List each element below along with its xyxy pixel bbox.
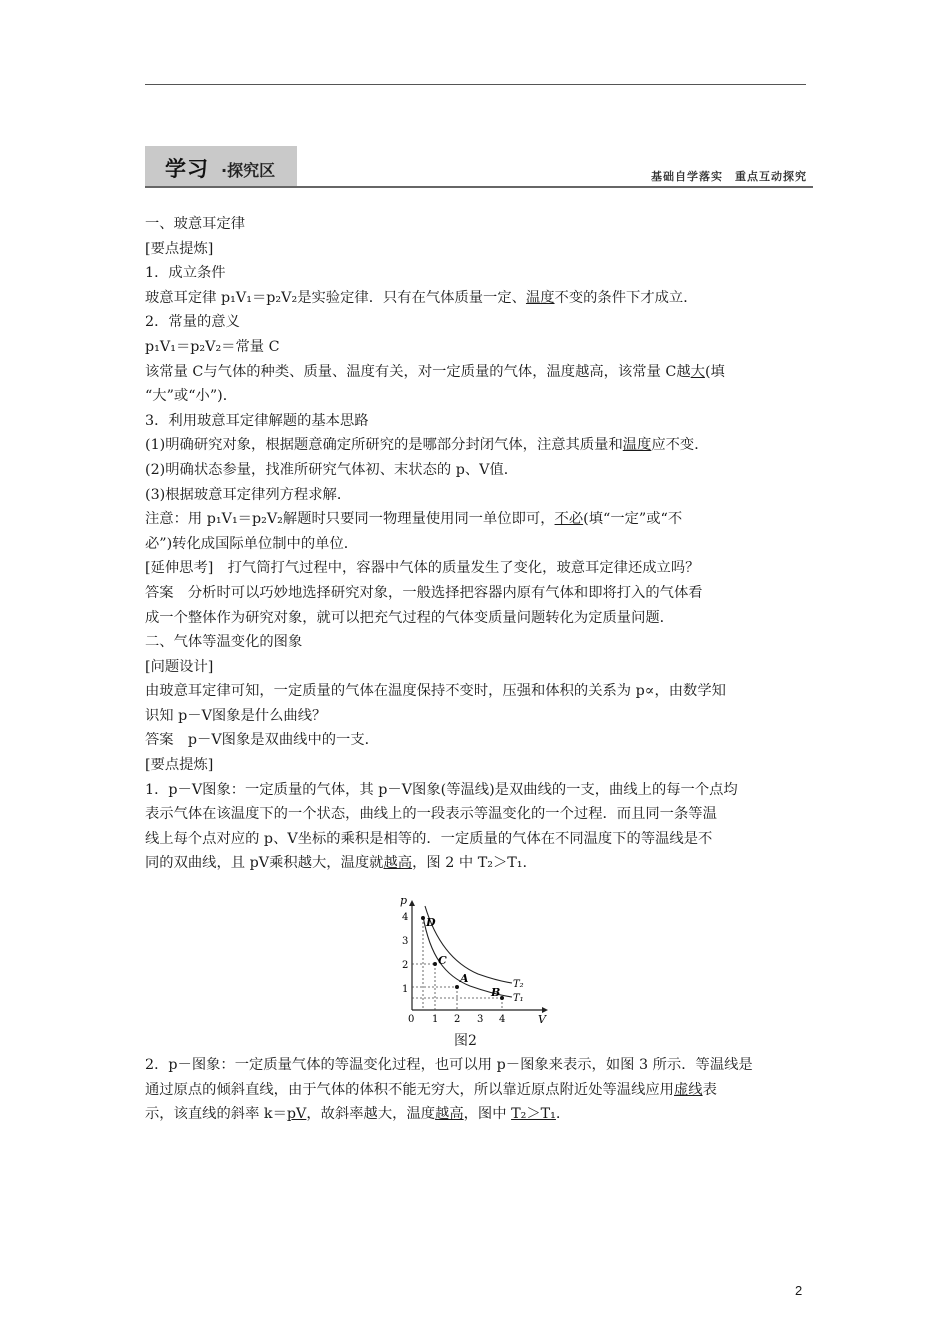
step-3: (3)根据玻意耳定律列方程求解．: [145, 486, 352, 503]
pv-desc-1: 1．p－V图象：一定质量的气体，其 p－V图象(等温线)是双曲线的一支，曲线上的每一个点均: [145, 781, 738, 798]
label-a: A: [460, 972, 469, 985]
blank-answer: pV: [286, 1106, 307, 1123]
label-b: B: [491, 986, 501, 999]
problem-design-label: [问题设计]: [145, 658, 214, 675]
y-tick: 2: [402, 960, 409, 971]
item-method: 3．利用玻意耳定律解题的基本思路: [145, 412, 369, 429]
label-d: D: [426, 916, 436, 929]
x-tick: 4: [499, 1014, 506, 1025]
label-t1: T₁: [513, 993, 524, 1004]
para-constant-cont: “大”或“小”)．: [145, 388, 238, 405]
blank-answer: 温度: [525, 289, 555, 306]
note-cont: 必”)转化成国际单位制中的单位．: [145, 535, 359, 552]
banner-subtitle: ·探究区: [221, 161, 276, 180]
pv-inv-desc-1: 2．p－图象：一定质量气体的等温变化过程，也可以用 p－图象来表示，如图 3 所示．等温线是: [145, 1057, 753, 1073]
extension-answer-cont: 成一个整体作为研究对象，就可以把充气过程的气体变质量问题转化为定质量问题．: [145, 609, 674, 626]
blank-answer: T₂＞T₁: [511, 1106, 556, 1123]
y-tick: 3: [402, 936, 409, 947]
pv-inv-desc-3: 示，该直线的斜率 k＝pV，故斜率越大，温度越高，图中 T₂＞T₁.: [145, 1106, 561, 1123]
para-constant: 该常量 C与气体的种类、质量、温度有关，对一定质量的气体，温度越高，该常量 C越大(填: [145, 363, 725, 380]
note: 注意：用 p₁V₁＝p₂V₂解题时只要同一物理量使用同一单位即可，不必(填“一定”或“不: [145, 511, 683, 528]
point-a: [455, 985, 459, 989]
x-tick: 2: [454, 1014, 461, 1025]
point-b: [500, 996, 504, 1000]
blank-answer: 不必: [554, 511, 584, 528]
figure-2-isotherms: [390, 896, 560, 1026]
section-banner: [145, 146, 813, 188]
page-number: 2: [795, 1283, 803, 1298]
pv-desc-4: 同的双曲线，且 pV乘积越大，温度就越高，图 2 中 T₂＞T₁.: [145, 855, 528, 872]
label-c: C: [438, 954, 447, 967]
blank-answer: 温度: [622, 437, 652, 454]
pv-inv-desc-2: 通过原点的倾斜直线，由于气体的体积不能无穷大，所以靠近原点附近处等温线应用虚线表: [145, 1081, 717, 1098]
guide-lines: [412, 918, 502, 1010]
item-constant: 2．常量的意义: [145, 314, 240, 331]
x-tick: 0: [408, 1014, 415, 1025]
problem-text: 由玻意耳定律可知，一定质量的气体在温度保持不变时，压强和体积的关系为 p∝，由数学知: [145, 683, 726, 700]
x-tick: 1: [432, 1014, 439, 1025]
item-condition: 1．成立条件: [145, 265, 226, 282]
banner-rule: [145, 186, 813, 188]
blank-answer: 越高: [383, 855, 413, 872]
top-rule: [145, 84, 806, 85]
y-tick: 4: [402, 912, 409, 923]
blank-answer: 大: [690, 363, 705, 380]
extension-answer: 答案 分析时可以巧妙地选择研究对象，一般选择把容器内原有气体和即将打入的气体看: [145, 584, 703, 601]
x-axis-label: V: [538, 1013, 546, 1026]
heading-boyle: 一、玻意耳定律: [145, 216, 246, 232]
figure-caption: 图2: [454, 1033, 477, 1049]
para-condition: 玻意耳定律 p₁V₁＝p₂V₂是实验定律．只有在气体质量一定、温度不变的条件下才成立．: [145, 289, 698, 306]
heading-isotherm: 二、气体等温变化的图象: [145, 634, 303, 651]
step-2: (2)明确状态参量，找准所研究气体初、末状态的 p、V值．: [145, 461, 519, 478]
y-axis-label: p: [400, 896, 408, 907]
extension-question: [延伸思考] 打气筒打气过程中，容器中气体的质量发生了变化，玻意耳定律还成立吗？: [145, 560, 700, 577]
banner-title: 学习: [165, 157, 209, 181]
step-1: (1)明确研究对象，根据题意确定所研究的是哪部分封闭气体，注意其质量和温度应不变．: [145, 437, 709, 454]
blank-answer: 虚线: [673, 1081, 703, 1098]
key-points-label-2: [要点提炼]: [145, 757, 214, 774]
point-c: [433, 962, 437, 966]
problem-text-cont: 识知 p－V图象是什么曲线？: [145, 707, 327, 724]
key-points-label: [要点提炼]: [145, 240, 214, 257]
banner-tagline: 基础自学落实 重点互动探究: [651, 170, 807, 183]
y-axis-arrow: [409, 900, 415, 906]
main-content-cont: [145, 1053, 810, 1127]
pv-desc-2: 表示气体在该温度下的一个状态，曲线上的一段表示等温变化的一个过程．而且同一条等温: [145, 806, 717, 823]
pv-desc-3: 线上每个点对应的 p、V坐标的乘积是相等的．一定质量的气体在不同温度下的等温线是不: [145, 830, 713, 847]
point-d: [421, 916, 425, 920]
formula-constant: p₁V₁＝p₂V₂＝常量 C: [145, 338, 280, 355]
problem-answer: 答案 p－V图象是双曲线中的一支．: [145, 732, 379, 749]
label-t2: T₂: [513, 979, 524, 990]
x-tick: 3: [477, 1014, 484, 1025]
blank-answer: 越高: [435, 1106, 464, 1123]
main-content: [145, 212, 810, 876]
y-tick: 1: [402, 984, 409, 995]
